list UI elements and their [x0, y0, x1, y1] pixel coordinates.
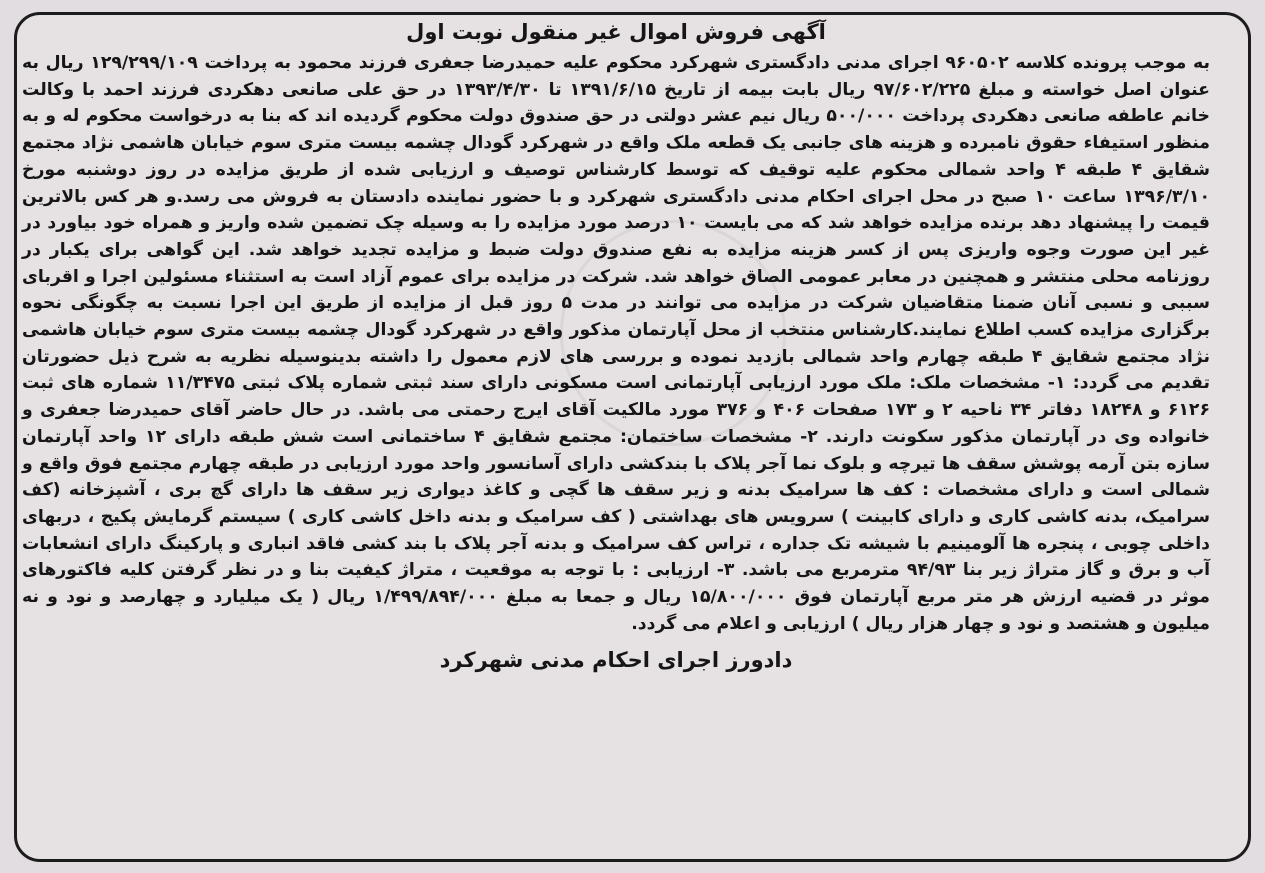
- notice-body: به موجب پرونده کلاسه ۹۶۰۵۰۲ اجرای مدنی دادگستری شهرکرد محکوم علیه حمیدرضا جعفری فرزند محمود به پرداخت ۱۲۹/۲۹۹/۱۰۹ ریال به عنوان اصل خواسته و مبلغ ۹۷/۶۰۲/۲۲۵ ریال بابت بیمه از تاریخ ۱۳۹۱/۶/۱۵ تا ۱۳۹۳/۴/۳۰ در حق علی صانعی دهکردی فرزند احمد با وکالت خانم عاطفه صانعی دهکردی پرداخت ۵۰۰/۰۰۰ ریال نیم عشر دولتی در حق صندوق دولت محکوم گردیده اند که بنا به درخواست محکوم له و به منظور استیفاء حقوق نامبرده و هزینه های جانبی یک قطعه ملک واقع در شهرکرد گودال چشمه بیست متری سوم خیابان هاشمی نژاد مجتمع شقایق ۴ طبقه ۴ واحد شمالی محکوم علیه توقیف که توسط کارشناس توصیف و ارزیابی شده از طریق مزایده در روز دوشنبه مورخ ۱۳۹۶/۳/۱۰ ساعت ۱۰ صبح در محل اجرای احکام مدنی دادگستری شهرکرد و با حضور نماینده دادستان به فروش می رسد.و هر کس بالاترین قیمت را پیشنهاد دهد برنده مزایده خواهد شد که می بایست ۱۰ درصد مورد مزایده را به وسیله چک تضمین شده واریز و همراه خود بیاورد در غیر این صورت وجوه واریزی پس از کسر هزینه مزایده به نفع صندوق دولت ضبط و مزایده تجدید خواهد شد. این گواهی برای یکبار در روزنامه محلی منتشر و همچنین در معابر عمومی الصاق خواهد شد. شرکت در مزایده برای عموم آزاد است به استثناء مسئولین اجرا و اقربای سببی و نسبی آنان ضمنا متقاضیان شرکت در مزایده می توانند در مدت ۵ روز قبل از مزایده از طریق این اجرا نسبت به چگونگی نحوه برگزاری مزایده کسب اطلاع نمایند.کارشناس منتخب از محل آپارتمان مذکور واقع در شهرکرد گودال چشمه بیست متری سوم خیابان هاشمی نژاد مجتمع شقایق ۴ طبقه چهارم واحد شمالی بازدید نموده و بررسی های لازم معمول را داشته بدینوسیله نظریه به شرح ذیل حضورتان تقدیم می گردد: ۱- مشخصات ملک: ملک مورد ارزیابی آپارتمانی است مسکونی دارای سند ثبتی شماره پلاک ثبتی ۱۱/۳۴۷۵ شماره های ثبت ۶۱۲۶ و ۱۸۲۴۸ دفاتر ۳۴ ناحیه ۲ و ۱۷۳ صفحات ۴۰۶ و ۳۷۶ مورد مالکیت آقای ایرج رحمتی می باشد. در حال حاضر آقای حمیدرضا جعفری و خانواده وی در آپارتمان مذکور سکونت دارند. ۲- مشخصات ساختمان: مجتمع شقایق ۴ ساختمانی است شش طبقه دارای ۱۲ واحد آپارتمان سازه بتن آرمه پوشش سقف ها تیرچه و بلوک نما آجر پلاک با بندکشی دارای آسانسور واحد مورد ارزیابی در طبقه چهارم مجتمع فوق واقع و شمالی است و دارای مشخصات : کف ها سرامیک بدنه و زیر سقف ها گچی و کاغذ دیواری زیر سقف ها دارای گچ بری ، آشپزخانه (کف سرامیک، بدنه کاشی کاری و دارای کابینت ) سرویس های بهداشتی ( کف سرامیک و بدنه داخل کاشی کاری ) سیستم گرمایش پکیج ، دربهای داخلی چوبی ، پنجره ها آلومینیم با شیشه تک جداره ، تراس کف سرامیک و بدنه آجر پلاک با بند کشی فاقد انباری و پارکینگ دارای انشعابات آب و برق و گاز متراژ زیر بنا ۹۴/۹۳ مترمربع می باشد. ۳- ارزیابی : با توجه به موقعیت ، متراژ کیفیت بنا و در نظر گرفتن کلیه فاکتورهای موثر در قضیه ارزش هر متر مربع آپارتمان فوق ۱۵/۸۰۰/۰۰۰ ریال و جمعا به مبلغ ۱/۴۹۹/۸۹۴/۰۰۰ ریال ( یک میلیارد و چهارصد و نود و نه میلیون و هشتصد و نود و چهار هزار ریال ) ارزیابی و اعلام می گردد.: [22, 53, 1211, 634]
- notice-content: [22, 16, 1210, 675]
- notice-title: آگهی فروش اموال غیر منقول نوبت اول: [406, 20, 826, 44]
- notice-signature: دادورز اجرای احکام مدنی شهرکرد: [439, 648, 793, 673]
